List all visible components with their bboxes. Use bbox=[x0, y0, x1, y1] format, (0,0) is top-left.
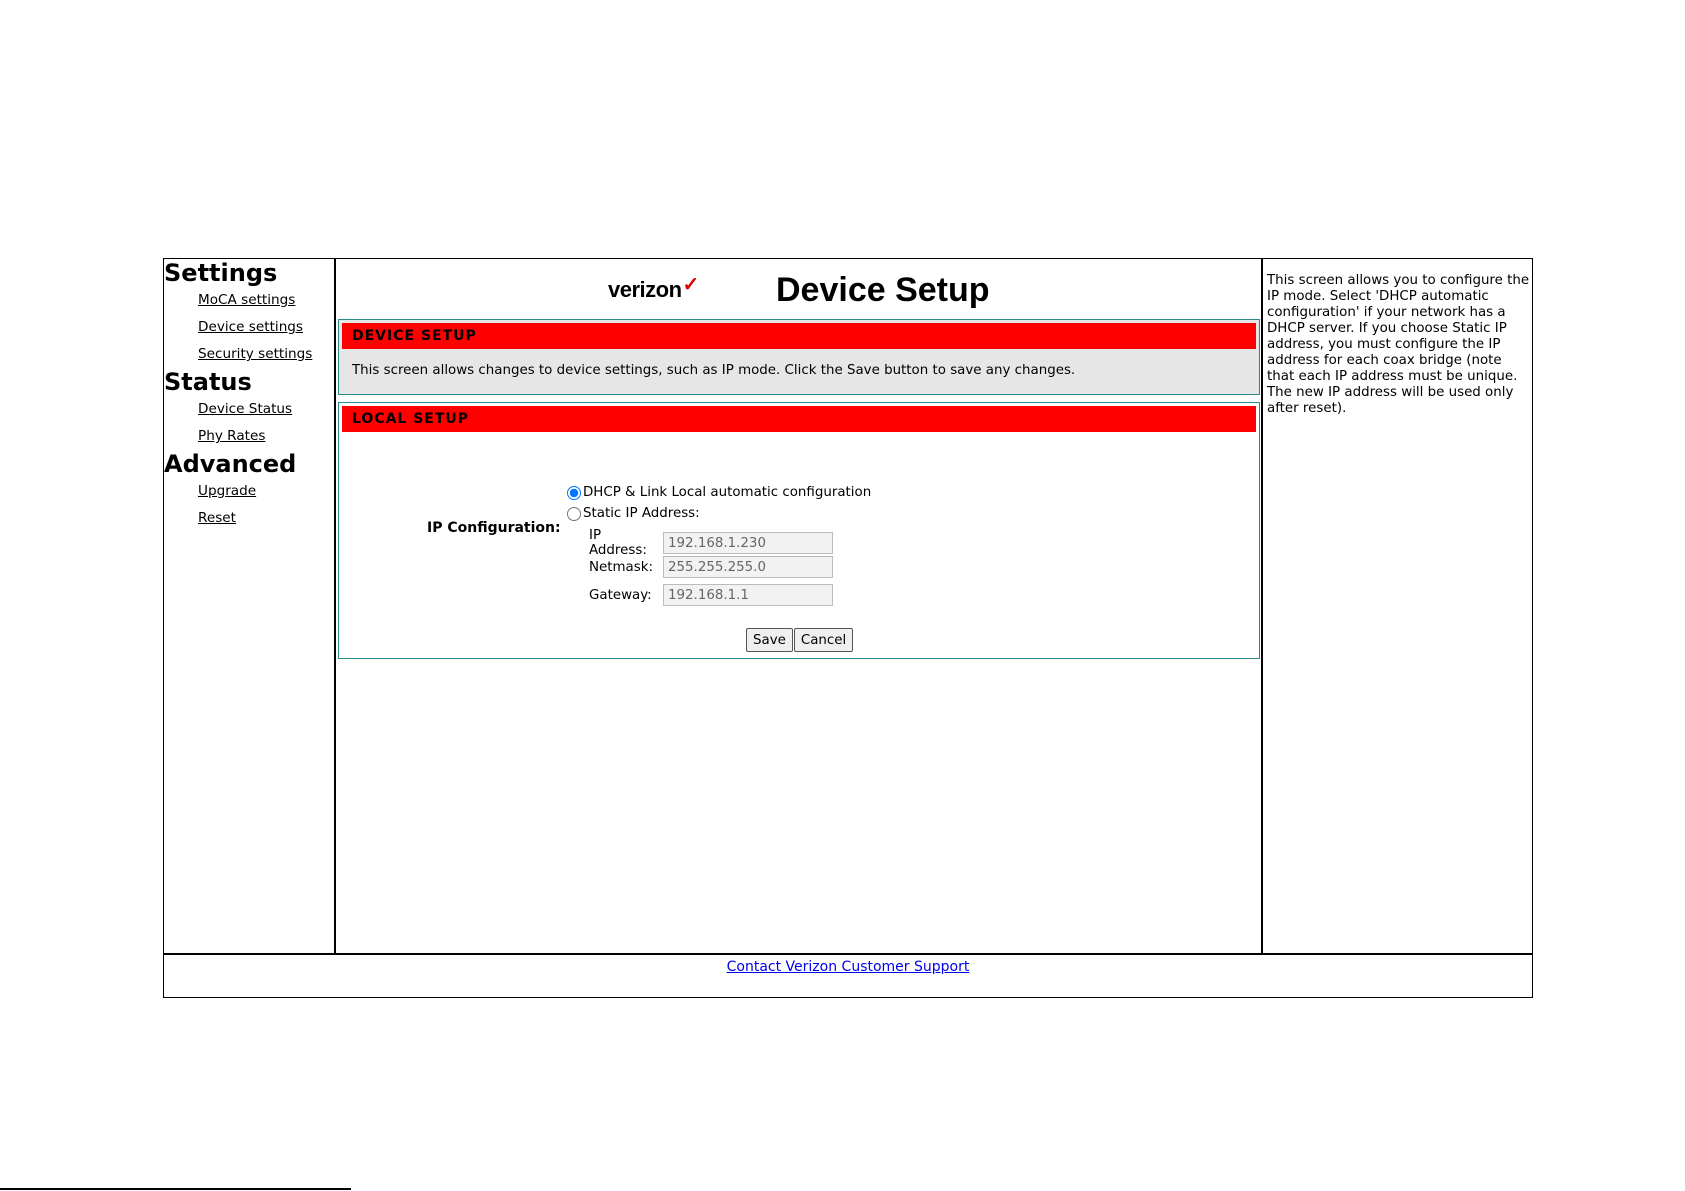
nav-item-device-settings bbox=[164, 314, 334, 341]
nav-link-device-status[interactable]: Device Status bbox=[198, 401, 293, 417]
dhcp-option[interactable] bbox=[567, 485, 871, 500]
nav-item-phy-rates bbox=[164, 423, 334, 450]
page-frame bbox=[163, 258, 1533, 998]
netmask-row bbox=[589, 556, 833, 578]
gateway-field[interactable] bbox=[663, 584, 833, 606]
nav-item-reset bbox=[164, 505, 334, 532]
help-panel bbox=[1263, 259, 1534, 953]
gateway-label: Gateway: bbox=[589, 587, 652, 603]
nav-item-moca-settings bbox=[164, 287, 334, 314]
nav-link-reset[interactable]: Reset bbox=[198, 510, 236, 526]
form-buttons bbox=[746, 628, 854, 652]
verizon-logo bbox=[608, 274, 699, 303]
nav-heading-status: Status bbox=[164, 368, 252, 396]
local-setup-panel bbox=[338, 402, 1260, 659]
device-setup-panel bbox=[338, 319, 1260, 395]
static-ip-option-label: Static IP Address: bbox=[583, 506, 700, 521]
gateway-row bbox=[589, 584, 833, 606]
contact-support-link[interactable]: Contact Verizon Customer Support bbox=[726, 959, 970, 975]
nav-item-upgrade bbox=[164, 478, 334, 505]
netmask-field[interactable] bbox=[663, 556, 833, 578]
ip-address-row bbox=[589, 528, 833, 558]
help-text: This screen allows you to configure the IP mode. Select 'DHCP automatic configuration' if your network has a DHCP server. If you choose Static IP address, you must configure the IP address for each coax bridge (note that each IP address must be unique. The new IP address will be used only after reset). bbox=[1267, 273, 1530, 416]
ip-configuration-label: IP Configuration: bbox=[427, 520, 561, 536]
nav-link-phy-rates[interactable]: Phy Rates bbox=[198, 428, 266, 444]
page-header bbox=[336, 259, 1261, 317]
netmask-label: Netmask: bbox=[589, 559, 653, 575]
dhcp-option-label: DHCP & Link Local automatic configuration bbox=[583, 485, 872, 500]
nav-list-settings bbox=[164, 287, 334, 368]
page-title: Device Setup bbox=[776, 271, 990, 309]
nav-link-moca-settings[interactable]: MoCA settings bbox=[198, 292, 296, 308]
bottom-divider bbox=[0, 1188, 351, 1190]
footer bbox=[164, 953, 1532, 998]
nav-list-status bbox=[164, 396, 334, 450]
ip-address-label: IP Address: bbox=[589, 528, 647, 558]
ip-address-field[interactable] bbox=[663, 532, 833, 554]
device-setup-bar: DEVICE SETUP bbox=[342, 323, 1256, 349]
device-setup-description: This screen allows changes to device settings, such as IP mode. Click the Save button to save any changes. bbox=[352, 363, 1076, 378]
save-button[interactable]: Save bbox=[746, 628, 793, 652]
nav-link-upgrade[interactable]: Upgrade bbox=[198, 483, 257, 499]
static-ip-option[interactable] bbox=[567, 506, 700, 521]
left-nav bbox=[164, 259, 336, 953]
static-ip-radio[interactable] bbox=[567, 507, 581, 521]
nav-item-device-status bbox=[164, 396, 334, 423]
dhcp-radio[interactable] bbox=[567, 486, 581, 500]
nav-heading-advanced: Advanced bbox=[164, 450, 297, 478]
nav-heading-settings: Settings bbox=[164, 259, 278, 287]
main-content bbox=[336, 259, 1263, 953]
cancel-button[interactable]: Cancel bbox=[794, 628, 853, 652]
nav-link-security-settings[interactable]: Security settings bbox=[198, 346, 313, 362]
nav-link-device-settings[interactable]: Device settings bbox=[198, 319, 304, 335]
checkmark-icon: ✓ bbox=[682, 274, 699, 296]
nav-item-security-settings bbox=[164, 341, 334, 368]
logo-text: verizon bbox=[608, 277, 682, 302]
nav-list-advanced bbox=[164, 478, 334, 532]
local-setup-bar: LOCAL SETUP bbox=[342, 406, 1256, 432]
